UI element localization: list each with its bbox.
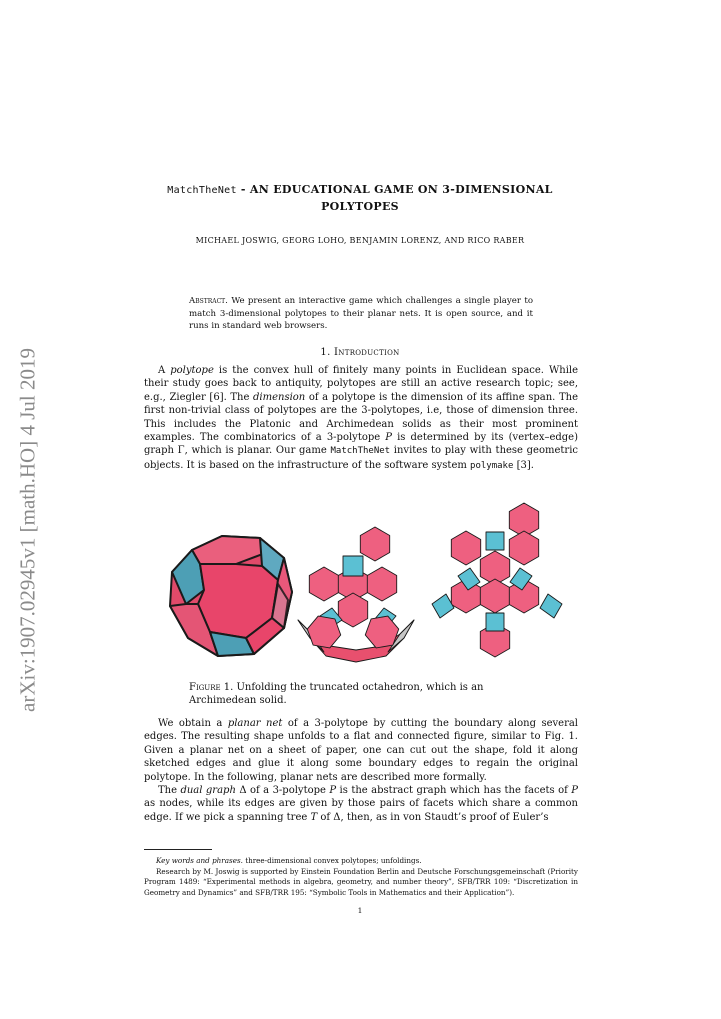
net2-square [540,594,562,618]
term-dimension: dimension [253,391,306,403]
text-run: [3]. [513,459,534,471]
figure-truncated-octahedron [150,492,580,672]
section-number: 1. [320,347,331,358]
figure-label: Figure 1. [189,682,234,693]
net2-square [486,532,504,550]
abstract-label: Abstract. [189,296,228,306]
footnotes [144,856,578,898]
term-polytope: polytope [170,365,214,376]
text-run: is the abstract graph which has the facets of [336,785,572,797]
term-dual-graph: dual graph [180,785,236,797]
net1-hexagon [360,527,389,561]
partial-unfolding [298,527,414,662]
figure-caption-text: Unfolding the truncated octahedron, which is an Archimedean solid. [189,682,484,707]
net2-hexagon [480,579,509,613]
section-heading [110,347,610,358]
net1-hexagon [338,593,367,627]
text-run: as nodes, while its edges are given by those pairs of facets which share a common edge. If we pick a spanning tree [144,798,578,823]
text-run: The [158,785,181,797]
paper-title [110,182,610,215]
title-line1: - AN EDUCATIONAL GAME ON 3-DIMENSIONAL [236,183,553,196]
net1-square [343,556,363,576]
math-symbol: T [310,811,318,823]
text-run: of Δ, then, as in von Staudt’s proof of Euler’s [317,811,549,823]
text-run: is the convex hull of finitely many points in Euclidean space. While their study goes back to antiquity, polytopes are still an active research topic; see, e.g., Ziegler [6]. The [144,365,579,403]
footnote-rule [144,849,212,850]
net1-hexagon [367,567,396,601]
keywords-label: Key words and phrases. [156,856,243,865]
text-run: invites to play with these geometric objects. It is based on the infrastructure of the software system [144,445,578,471]
title-line2: POLYTOPES [321,200,399,213]
net1-hexagon [309,567,338,601]
abstract-text: We present an interactive game which challenges a single player to match 3-dimensional polytopes to their planar nets. It is open source, and it runs in standard web browsers. [189,296,534,331]
authors: MICHAEL JOSWIG, GEORG LOHO, BENJAMIN LORENZ, AND RICO RABER [195,236,525,245]
figure-caption [189,681,534,708]
code-polymake: polymake [470,460,514,471]
text-run: We obtain a [158,718,228,729]
title-prefix: MatchTheNet [167,185,237,196]
planar-net [432,503,562,657]
funding-note: Research by M. Joswig is supported by Einstein Foundation Berlin and Deutsche Forschungsgemeinschaft (Priority Program 1489: “Experimental methods in algebra, geometry, and number theory”, SFB/TRR 109: “Discretization in Geometry and Dynamics” and SFB/TRR 195: “Symbolic Tools in Mathematics and their Application”). [144,866,578,897]
section-title: Introduction [334,347,400,358]
keywords: three-dimensional convex polytopes; unfoldings. [242,856,422,865]
math-symbol: P [329,785,337,797]
intro-paragraph [144,364,578,473]
net2-hexagon [451,531,480,565]
text-run: of a polytope is the dimension of its affine span. The first non-trivial class of polytopes are the 3-polytopes, i.e, those of dimension three. This includes the Platonic and Archimedean solids as their most prominent examples. The combinatorics of a 3-polytope [144,391,578,444]
body-paragraphs [144,717,578,824]
page-number: 1 [357,906,363,915]
text-run: A [158,365,171,376]
arxiv-sidebar [8,305,48,755]
text-run: of a 3-polytope by cutting the boundary along several edges. The resulting shape unfolds to a flat and connected figure, similar to Fig. 1. Given a planar net on a sheet of paper, one can cut out the shape, fold it along sketched edges and glue it along some boundary edges to regain the original polytope. In the following, planar nets are described more formally. [144,718,579,783]
net2-square [432,594,454,618]
net2-square [486,613,504,631]
solid-polytope [170,536,292,656]
text-run: Δ of a 3-polytope [235,785,330,797]
term-planar-net: planar net [227,718,283,729]
net2-hexagon [509,531,538,565]
math-symbol: P [385,432,393,444]
math-symbol: P [571,785,578,797]
abstract [189,295,533,333]
text-run: is determined by its (vertex–edge) graph Γ, which is planar. Our game [144,432,579,457]
arxiv-id: arXiv:1907.02945v1 [math.HO] 4 Jul 2019 [15,348,40,712]
code-matchthenet: MatchTheNet [330,446,391,457]
